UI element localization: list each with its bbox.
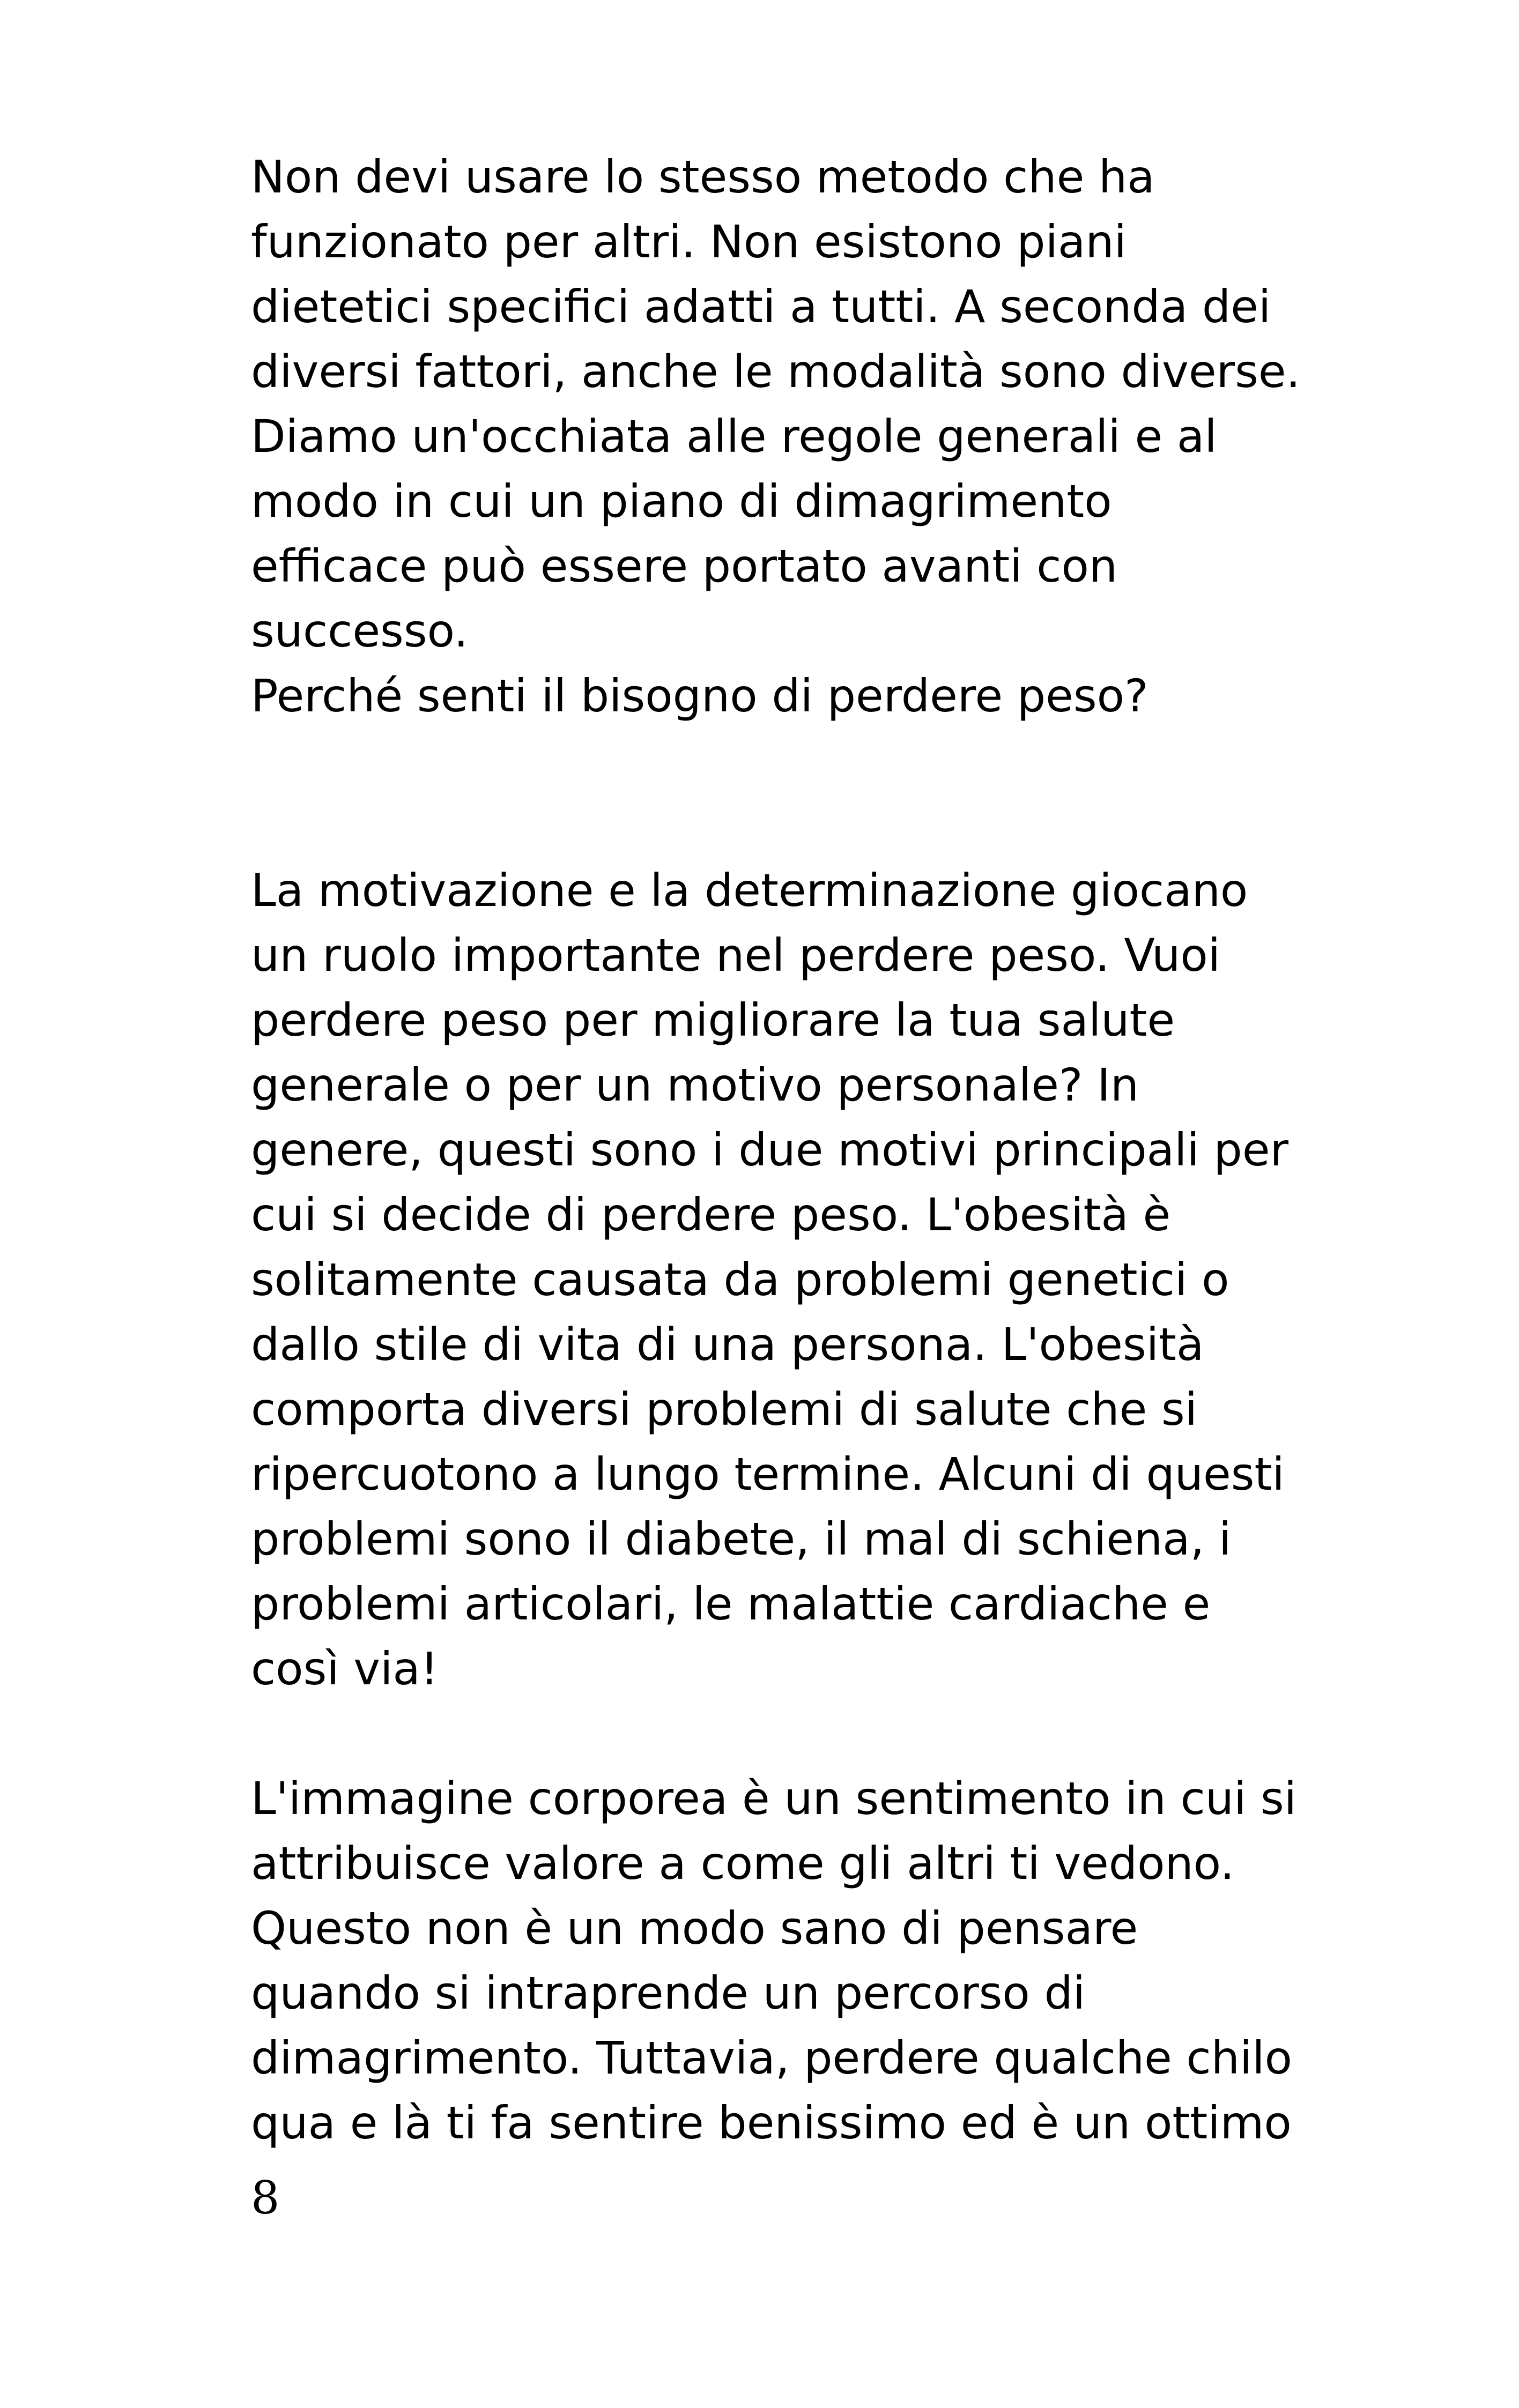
text-line: dallo stile di vita di una persona. L'obesità bbox=[251, 1318, 1204, 1371]
text-line: qua e là ti fa sentire benissimo ed è un ottimo bbox=[251, 2097, 1292, 2149]
paragraph-3 bbox=[251, 1766, 1302, 2156]
paragraph-spacer bbox=[251, 1701, 1302, 1766]
text-line: problemi sono il diabete, il mal di schiena, i bbox=[251, 1513, 1232, 1565]
text-line: un ruolo importante nel perdere peso. Vuoi bbox=[251, 929, 1221, 982]
text-line: successo. bbox=[251, 605, 469, 657]
text-line: cui si decide di perdere peso. L'obesità è bbox=[251, 1188, 1171, 1241]
text-line: Diamo un'occhiata alle regole generali e al bbox=[251, 410, 1217, 463]
page-number: 8 bbox=[251, 2172, 280, 2224]
section-heading: Perché senti il bisogno di perdere peso? bbox=[251, 670, 1148, 722]
text-line: Questo non è un modo sano di pensare bbox=[251, 1902, 1138, 1954]
text-line: La motivazione e la determinazione giocano bbox=[251, 864, 1248, 917]
text-line: L'immagine corporea è un sentimento in cui si bbox=[251, 1772, 1297, 1825]
text-line: quando si intraprende un percorso di bbox=[251, 1967, 1086, 2019]
text-line: funzionato per altri. Non esistono piani bbox=[251, 215, 1127, 268]
text-line: diversi fattori, anche le modalità sono diverse. bbox=[251, 345, 1301, 398]
text-line: ripercuotono a lungo termine. Alcuni di questi bbox=[251, 1448, 1285, 1500]
text-line: generale o per un motivo personale? In bbox=[251, 1059, 1139, 1111]
text-line: modo in cui un piano di dimagrimento bbox=[251, 475, 1112, 527]
text-line: problemi articolari, le malattie cardiache e bbox=[251, 1578, 1211, 1630]
paragraph-spacer bbox=[251, 729, 1302, 858]
text-line: attribuisce valore a come gli altri ti vedono. bbox=[251, 1837, 1235, 1890]
text-line: Non devi usare lo stesso metodo che ha bbox=[251, 151, 1155, 203]
text-line: così via! bbox=[251, 1643, 439, 1695]
text-line: comporta diversi problemi di salute che si bbox=[251, 1383, 1198, 1436]
text-line: perdere peso per migliorare la tua salute bbox=[251, 994, 1175, 1046]
text-line: genere, questi sono i due motivi principali per bbox=[251, 1124, 1289, 1176]
text-line: dietetici specifici adatti a tutti. A seconda dei bbox=[251, 280, 1271, 333]
text-line: efficace può essere portato avanti con bbox=[251, 540, 1118, 592]
text-line: dimagrimento. Tuttavia, perdere qualche chilo bbox=[251, 2032, 1293, 2084]
text-line: solitamente causata da problemi genetici o bbox=[251, 1253, 1229, 1306]
paragraph-1 bbox=[251, 145, 1302, 664]
body-text bbox=[251, 145, 1302, 2156]
paragraph-2 bbox=[251, 858, 1302, 1701]
